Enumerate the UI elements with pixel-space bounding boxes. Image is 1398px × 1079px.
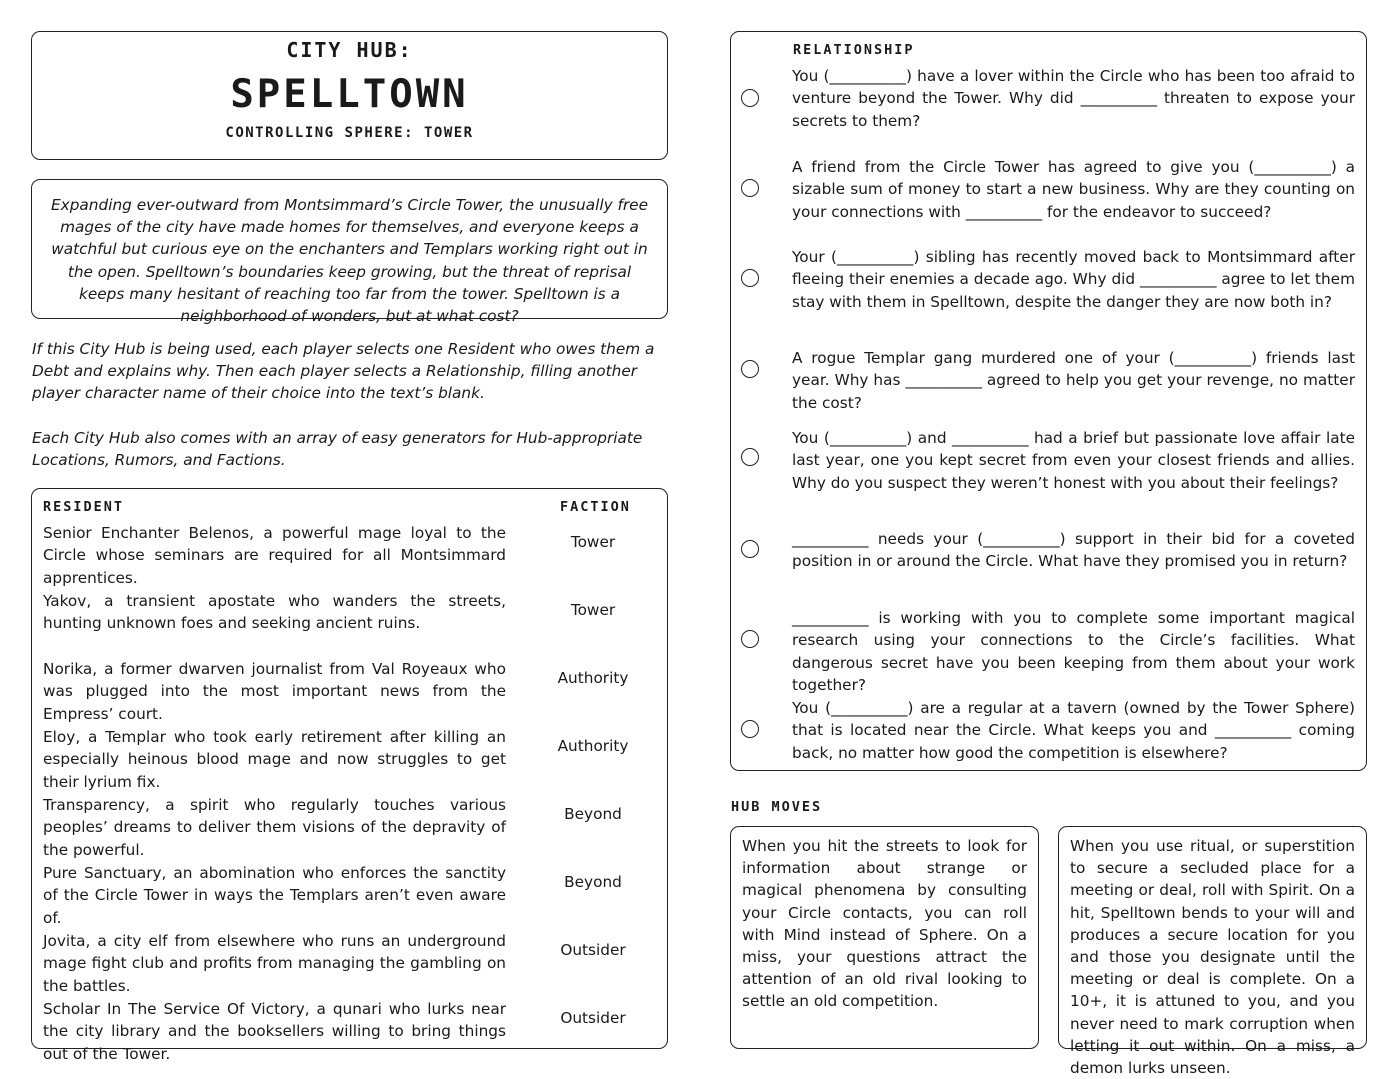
relationship-radio[interactable] bbox=[741, 720, 759, 738]
relationship-text: A rogue Templar gang murdered one of your (__________) friends last year. Why has __________ agreed to help you get your revenge, no matter the cost? bbox=[792, 349, 1355, 412]
resident-faction: Authority bbox=[557, 669, 629, 687]
relationship-box bbox=[730, 31, 1367, 771]
intro-box bbox=[31, 179, 668, 326]
resident-faction: Outsider bbox=[560, 941, 626, 959]
hub-pre-title: CITY HUB: bbox=[286, 38, 413, 62]
hub-moves-header: HUB MOVES bbox=[731, 799, 823, 815]
hub-move-text: When you use ritual, or superstition to secure a secluded place for a meeting or deal, roll with Spirit. On a hit, Spelltown bends to your will and produces a secure location for you and those you designate until the meeting or deal is complete. On a 10+, it is attuned to you, and you never need to mark corruption when letting it out within. On a miss, a demon lurks unseen. bbox=[1070, 837, 1355, 1078]
resident-description: Transparency, a spirit who regularly touches various peoples’ dreams to deliver them visions of the depravity of the powerful. bbox=[43, 796, 506, 859]
resident-table bbox=[31, 488, 668, 1063]
resident-description: Jovita, a city elf from elsewhere who runs an underground mage fight club and profits from managing the gambling on the battles. bbox=[43, 932, 506, 995]
rules-paragraph: If this City Hub is being used, each player selects one Resident who owes them a Debt and explains why. Then each player selects a Relationship, filling another player character name of their choice into the text’s blank. bbox=[32, 340, 655, 403]
relationship-text: __________ is working with you to complete some important magical research using your connections to the Circle’s facilities. What dangerous secret have you been keeping from them about your work together? bbox=[792, 609, 1355, 695]
relationship-text: You (__________) and __________ had a brief but passionate love affair late last year, one you kept secret from even your closest friends and allies. Why do you suspect they weren’t honest with you about their feelings? bbox=[792, 429, 1355, 492]
hub-move-text: When you hit the streets to look for information about strange or magical phenomena by consulting your Circle contacts, you can roll with Mind instead of Sphere. On a miss, your questions attract the attention of an old rival looking to settle an old competition. bbox=[742, 837, 1027, 1011]
relationship-text: A friend from the Circle Tower has agreed to give you (__________) a sizable sum of money to start a new business. Why are they counting on your connections with __________ for the endeavor to succeed? bbox=[792, 158, 1355, 221]
relationship-radio[interactable] bbox=[741, 89, 759, 107]
faction-header: FACTION bbox=[560, 499, 631, 515]
relationship-text: Your (__________) sibling has recently moved back to Montsimmard after fleeing their enemies a decade ago. Why did __________ agree to let them stay with them in Spelltown, despite the danger they are now both in? bbox=[792, 248, 1355, 311]
relationship-radio[interactable] bbox=[741, 448, 759, 466]
relationship-radio[interactable] bbox=[741, 630, 759, 648]
resident-faction: Authority bbox=[557, 737, 629, 755]
resident-faction: Beyond bbox=[564, 873, 622, 891]
table-row bbox=[43, 930, 658, 998]
relationship-radio[interactable] bbox=[741, 540, 759, 558]
resident-description: Senior Enchanter Belenos, a powerful mage loyal to the Circle whose seminars are required for all Montsimmard apprentices. bbox=[43, 524, 506, 587]
table-row bbox=[43, 522, 658, 590]
relationship-header: RELATIONSHIP bbox=[793, 42, 915, 58]
resident-description: Scholar In The Service Of Victory, a qunari who lurks near the city library and the booksellers willing to bring things out of the Tower. bbox=[43, 1000, 506, 1063]
table-row bbox=[43, 726, 658, 794]
resident-description: Yakov, a transient apostate who wanders the streets, hunting unknown foes and seeking ancient ruins. bbox=[43, 592, 506, 633]
table-row bbox=[43, 862, 658, 930]
hub-move-card bbox=[730, 826, 1039, 1049]
resident-description: Pure Sanctuary, an abomination who enforces the sanctity of the Circle Tower in ways the Templars aren’t even aware of. bbox=[43, 864, 506, 927]
resident-header: RESIDENT bbox=[43, 499, 125, 515]
hub-subtitle: CONTROLLING SPHERE: TOWER bbox=[225, 125, 474, 141]
resident-faction: Tower bbox=[570, 601, 616, 619]
intro-text: Expanding ever-outward from Montsimmard’s Circle Tower, the unusually free mages of the city have made homes for themselves, and everyone keeps a watchful but curious eye on the enchanters and Templars working right out in the open. Spelltown’s boundaries keep growing, but the threat of reprisal keeps many hesitant of reaching too far from the tower. Spelltown is a neighborhood of wonders, but at what cost? bbox=[50, 196, 648, 326]
relationship-text: You (__________) are a regular at a tavern (owned by the Tower Sphere) that is located near the Circle. What keeps you and __________ coming back, no matter how good the competition is elsewhere? bbox=[792, 699, 1355, 762]
hub-title-box bbox=[31, 31, 668, 160]
table-row bbox=[43, 794, 658, 862]
rules-paragraph: Each City Hub also comes with an array of easy generators for Hub-appropriate Locations, Rumors, and Factions. bbox=[32, 429, 643, 470]
table-row bbox=[43, 998, 658, 1066]
hub-move-card bbox=[1058, 826, 1367, 1078]
resident-faction: Outsider bbox=[560, 1009, 626, 1027]
resident-description: Norika, a former dwarven journalist from Val Royeaux who was plugged into the most important news from the Empress’ court. bbox=[43, 660, 506, 723]
relationship-text: __________ needs your (__________) support in their bid for a coveted position in or around the Circle. What have they promised you in return? bbox=[792, 530, 1355, 571]
hub-title: SPELLTOWN bbox=[230, 72, 469, 117]
relationship-radio[interactable] bbox=[741, 360, 759, 378]
relationship-radio[interactable] bbox=[741, 179, 759, 197]
table-row bbox=[43, 658, 658, 726]
relationship-text: You (__________) have a lover within the Circle who has been too afraid to venture beyond the Tower. Why did __________ threaten to expose your secrets to them? bbox=[792, 67, 1355, 130]
table-row bbox=[43, 590, 658, 658]
relationship-radio[interactable] bbox=[741, 269, 759, 287]
resident-faction: Tower bbox=[570, 533, 616, 551]
resident-description: Eloy, a Templar who took early retirement after killing an especially heinous blood mage and now struggles to get their lyrium fix. bbox=[43, 728, 506, 791]
resident-faction: Beyond bbox=[564, 805, 622, 823]
